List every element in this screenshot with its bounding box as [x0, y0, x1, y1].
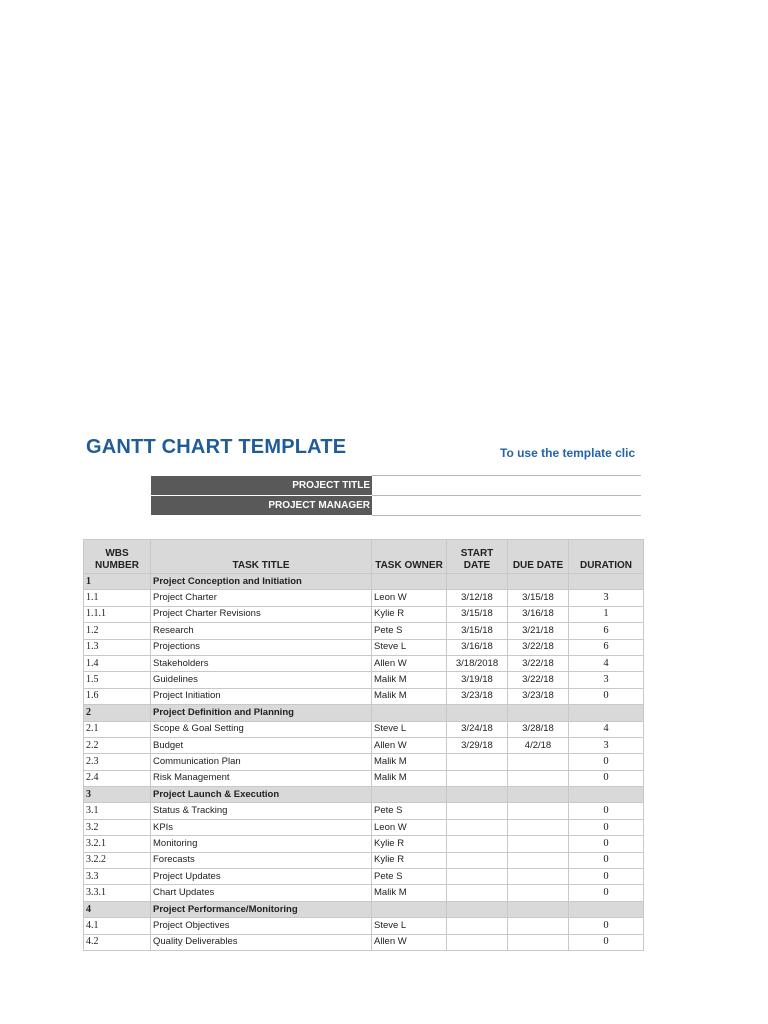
task-row	[84, 918, 644, 934]
task-title-cell[interactable]: Risk Management	[151, 770, 372, 786]
duration-cell[interactable]	[569, 705, 644, 721]
due-date-cell[interactable]: 4/2/18	[508, 737, 569, 753]
task-row	[84, 688, 644, 704]
task-title-cell[interactable]: Project Definition and Planning	[151, 705, 372, 721]
due-date-cell[interactable]	[508, 754, 569, 770]
start-date-cell[interactable]	[447, 869, 508, 885]
start-date-cell[interactable]: 3/15/18	[447, 623, 508, 639]
task-title-cell[interactable]: Quality Deliverables	[151, 934, 372, 950]
duration-cell[interactable]: 0	[569, 852, 644, 868]
task-owner-cell[interactable]: Malik M	[372, 672, 447, 688]
task-row	[84, 836, 644, 852]
task-row	[84, 852, 644, 868]
task-row	[84, 721, 644, 737]
duration-cell[interactable]	[569, 574, 644, 590]
task-row	[84, 672, 644, 688]
wbs-number-cell[interactable]: 1.4	[84, 655, 151, 671]
wbs-number-cell[interactable]: 2.4	[84, 770, 151, 786]
duration-cell[interactable]: 1	[569, 606, 644, 622]
task-owner-cell[interactable]: Malik M	[372, 688, 447, 704]
duration-cell[interactable]: 3	[569, 672, 644, 688]
task-title-cell[interactable]: Forecasts	[151, 852, 372, 868]
duration-cell[interactable]: 0	[569, 819, 644, 835]
task-row	[84, 754, 644, 770]
wbs-number-cell[interactable]: 4.1	[84, 918, 151, 934]
due-date-cell[interactable]: 3/22/18	[508, 655, 569, 671]
task-owner-cell[interactable]: Steve L	[372, 918, 447, 934]
start-date-cell[interactable]	[447, 574, 508, 590]
wbs-number-cell[interactable]: 1	[84, 574, 151, 590]
project-info-table	[151, 475, 641, 516]
start-date-cell[interactable]: 3/19/18	[447, 672, 508, 688]
start-date-cell[interactable]	[447, 918, 508, 934]
wbs-number-cell[interactable]: 4	[84, 901, 151, 917]
wbs-number-cell[interactable]: 4.2	[84, 934, 151, 950]
start-date-cell[interactable]: 3/15/18	[447, 606, 508, 622]
task-title-cell[interactable]: Research	[151, 623, 372, 639]
start-date-cell[interactable]	[447, 770, 508, 786]
project-manager-row	[151, 496, 641, 516]
task-owner-cell[interactable]: Kylie R	[372, 836, 447, 852]
duration-cell[interactable]	[569, 901, 644, 917]
task-owner-cell[interactable]: Allen W	[372, 655, 447, 671]
task-owner-cell[interactable]: Pete S	[372, 623, 447, 639]
duration-cell[interactable]: 0	[569, 918, 644, 934]
task-owner-cell[interactable]: Steve L	[372, 721, 447, 737]
task-title-cell[interactable]: Status & Tracking	[151, 803, 372, 819]
duration-cell[interactable]: 6	[569, 639, 644, 655]
task-row	[84, 770, 644, 786]
task-owner-cell[interactable]: Malik M	[372, 754, 447, 770]
task-row	[84, 934, 644, 950]
task-title-cell[interactable]: Chart Updates	[151, 885, 372, 901]
task-owner-cell[interactable]	[372, 901, 447, 917]
duration-cell[interactable]: 3	[569, 590, 644, 606]
start-date-cell[interactable]: 3/12/18	[447, 590, 508, 606]
due-date-cell[interactable]: 3/23/18	[508, 688, 569, 704]
task-row	[84, 869, 644, 885]
task-owner-cell[interactable]	[372, 574, 447, 590]
start-date-cell[interactable]	[447, 852, 508, 868]
task-title-cell[interactable]: Guidelines	[151, 672, 372, 688]
task-owner-cell[interactable]	[372, 705, 447, 721]
task-row	[84, 623, 644, 639]
project-manager-label: PROJECT MANAGER	[151, 496, 372, 516]
wbs-number-cell[interactable]: 1.5	[84, 672, 151, 688]
wbs-number-cell[interactable]: 2	[84, 705, 151, 721]
due-date-cell[interactable]: 3/15/18	[508, 590, 569, 606]
task-title-cell[interactable]: Scope & Goal Setting	[151, 721, 372, 737]
task-title-header: TASK TITLE	[151, 540, 372, 574]
start-date-cell[interactable]	[447, 819, 508, 835]
project-manager-field[interactable]	[372, 496, 641, 516]
duration-cell[interactable]: 0	[569, 754, 644, 770]
start-date-cell[interactable]	[447, 901, 508, 917]
duration-cell[interactable]: 0	[569, 836, 644, 852]
due-date-cell[interactable]	[508, 574, 569, 590]
start-date-cell[interactable]: 3/18/2018	[447, 655, 508, 671]
phase-row	[84, 787, 644, 803]
task-title-cell[interactable]: Project Updates	[151, 869, 372, 885]
wbs-number-cell[interactable]: 1.1	[84, 590, 151, 606]
task-owner-cell[interactable]: Kylie R	[372, 606, 447, 622]
due-date-cell[interactable]	[508, 803, 569, 819]
project-title-row	[151, 476, 641, 496]
task-owner-cell[interactable]: Allen W	[372, 934, 447, 950]
task-title-cell[interactable]: Projections	[151, 639, 372, 655]
due-date-cell[interactable]	[508, 869, 569, 885]
wbs-number-cell[interactable]: 3.2.2	[84, 852, 151, 868]
page-title: GANTT CHART TEMPLATE	[86, 436, 347, 458]
template-hint-link[interactable]: To use the template clic	[500, 446, 636, 460]
gantt-header-row	[84, 540, 644, 574]
task-title-cell[interactable]: Project Performance/Monitoring	[151, 901, 372, 917]
duration-cell[interactable]: 0	[569, 803, 644, 819]
due-date-cell[interactable]	[508, 836, 569, 852]
duration-cell[interactable]: 0	[569, 934, 644, 950]
task-title-cell[interactable]: Budget	[151, 737, 372, 753]
wbs-number-cell[interactable]: 1.6	[84, 688, 151, 704]
task-owner-cell[interactable]: Leon W	[372, 819, 447, 835]
wbs-number-cell[interactable]: 1.2	[84, 623, 151, 639]
phase-row	[84, 901, 644, 917]
task-row	[84, 819, 644, 835]
task-owner-cell[interactable]	[372, 787, 447, 803]
project-title-label: PROJECT TITLE	[151, 476, 372, 496]
task-title-cell[interactable]: Project Charter	[151, 590, 372, 606]
task-owner-cell[interactable]: Leon W	[372, 590, 447, 606]
wbs-number-cell[interactable]: 3.3	[84, 869, 151, 885]
wbs-number-cell[interactable]: 3.3.1	[84, 885, 151, 901]
start-date-cell[interactable]	[447, 787, 508, 803]
start-date-cell[interactable]	[447, 803, 508, 819]
task-owner-cell[interactable]: Pete S	[372, 869, 447, 885]
wbs-number-cell[interactable]: 2.1	[84, 721, 151, 737]
due-date-cell[interactable]	[508, 819, 569, 835]
task-row	[84, 655, 644, 671]
task-row	[84, 590, 644, 606]
task-title-cell[interactable]: KPIs	[151, 819, 372, 835]
wbs-number-cell[interactable]: 3.1	[84, 803, 151, 819]
wbs-number-cell[interactable]: 3	[84, 787, 151, 803]
phase-row	[84, 705, 644, 721]
due-date-cell[interactable]	[508, 918, 569, 934]
start-date-cell[interactable]	[447, 754, 508, 770]
duration-cell[interactable]: 3	[569, 737, 644, 753]
duration-cell[interactable]: 6	[569, 623, 644, 639]
task-title-cell[interactable]: Project Conception and Initiation	[151, 574, 372, 590]
wbs-number-cell[interactable]: 2.3	[84, 754, 151, 770]
task-title-cell[interactable]: Project Initiation	[151, 688, 372, 704]
task-owner-cell[interactable]: Malik M	[372, 770, 447, 786]
task-row	[84, 639, 644, 655]
start-date-cell[interactable]: 3/29/18	[447, 737, 508, 753]
due-date-cell[interactable]: 3/16/18	[508, 606, 569, 622]
due-date-cell[interactable]	[508, 705, 569, 721]
due-date-cell[interactable]: 3/22/18	[508, 672, 569, 688]
due-date-cell[interactable]	[508, 787, 569, 803]
project-title-field[interactable]	[372, 476, 641, 496]
duration-cell[interactable]: 0	[569, 770, 644, 786]
due-date-cell[interactable]	[508, 885, 569, 901]
wbs-number-cell[interactable]: 2.2	[84, 737, 151, 753]
due-date-cell[interactable]	[508, 770, 569, 786]
task-owner-cell[interactable]: Kylie R	[372, 852, 447, 868]
duration-cell[interactable]: 4	[569, 655, 644, 671]
wbs-number-cell[interactable]: 1.1.1	[84, 606, 151, 622]
task-row	[84, 737, 644, 753]
duration-cell[interactable]: 4	[569, 721, 644, 737]
due-date-cell[interactable]: 3/22/18	[508, 639, 569, 655]
start-date-cell[interactable]	[447, 705, 508, 721]
wbs-number-cell[interactable]: 3.2.1	[84, 836, 151, 852]
task-owner-header: TASK OWNER	[372, 540, 447, 574]
due-date-cell[interactable]	[508, 934, 569, 950]
task-owner-cell[interactable]: Steve L	[372, 639, 447, 655]
task-title-cell[interactable]: Stakeholders	[151, 655, 372, 671]
duration-cell[interactable]	[569, 787, 644, 803]
duration-cell[interactable]: 0	[569, 885, 644, 901]
task-owner-cell[interactable]: Pete S	[372, 803, 447, 819]
task-row	[84, 803, 644, 819]
task-title-cell[interactable]: Monitoring	[151, 836, 372, 852]
gantt-table	[83, 539, 644, 951]
task-row	[84, 885, 644, 901]
task-title-cell[interactable]: Project Objectives	[151, 918, 372, 934]
start-date-cell[interactable]: 3/24/18	[447, 721, 508, 737]
due-date-cell[interactable]: 3/21/18	[508, 623, 569, 639]
task-owner-cell[interactable]: Malik M	[372, 885, 447, 901]
wbs-number-cell[interactable]: 3.2	[84, 819, 151, 835]
duration-header: DURATION	[569, 540, 644, 574]
phase-row	[84, 574, 644, 590]
task-row	[84, 606, 644, 622]
task-owner-cell[interactable]: Allen W	[372, 737, 447, 753]
start-date-cell[interactable]	[447, 885, 508, 901]
task-title-cell[interactable]: Project Launch & Execution	[151, 787, 372, 803]
due-date-cell[interactable]	[508, 852, 569, 868]
duration-cell[interactable]: 0	[569, 869, 644, 885]
duration-cell[interactable]: 0	[569, 688, 644, 704]
wbs-number-cell[interactable]: 1.3	[84, 639, 151, 655]
due-date-header: DUE DATE	[508, 540, 569, 574]
task-title-cell[interactable]: Project Charter Revisions	[151, 606, 372, 622]
start-date-cell[interactable]	[447, 934, 508, 950]
start-date-cell[interactable]	[447, 836, 508, 852]
start-date-header: START DATE	[447, 540, 508, 574]
due-date-cell[interactable]: 3/28/18	[508, 721, 569, 737]
task-title-cell[interactable]: Communication Plan	[151, 754, 372, 770]
start-date-cell[interactable]: 3/16/18	[447, 639, 508, 655]
due-date-cell[interactable]	[508, 901, 569, 917]
wbs-number-header: WBS NUMBER	[84, 540, 151, 574]
start-date-cell[interactable]: 3/23/18	[447, 688, 508, 704]
